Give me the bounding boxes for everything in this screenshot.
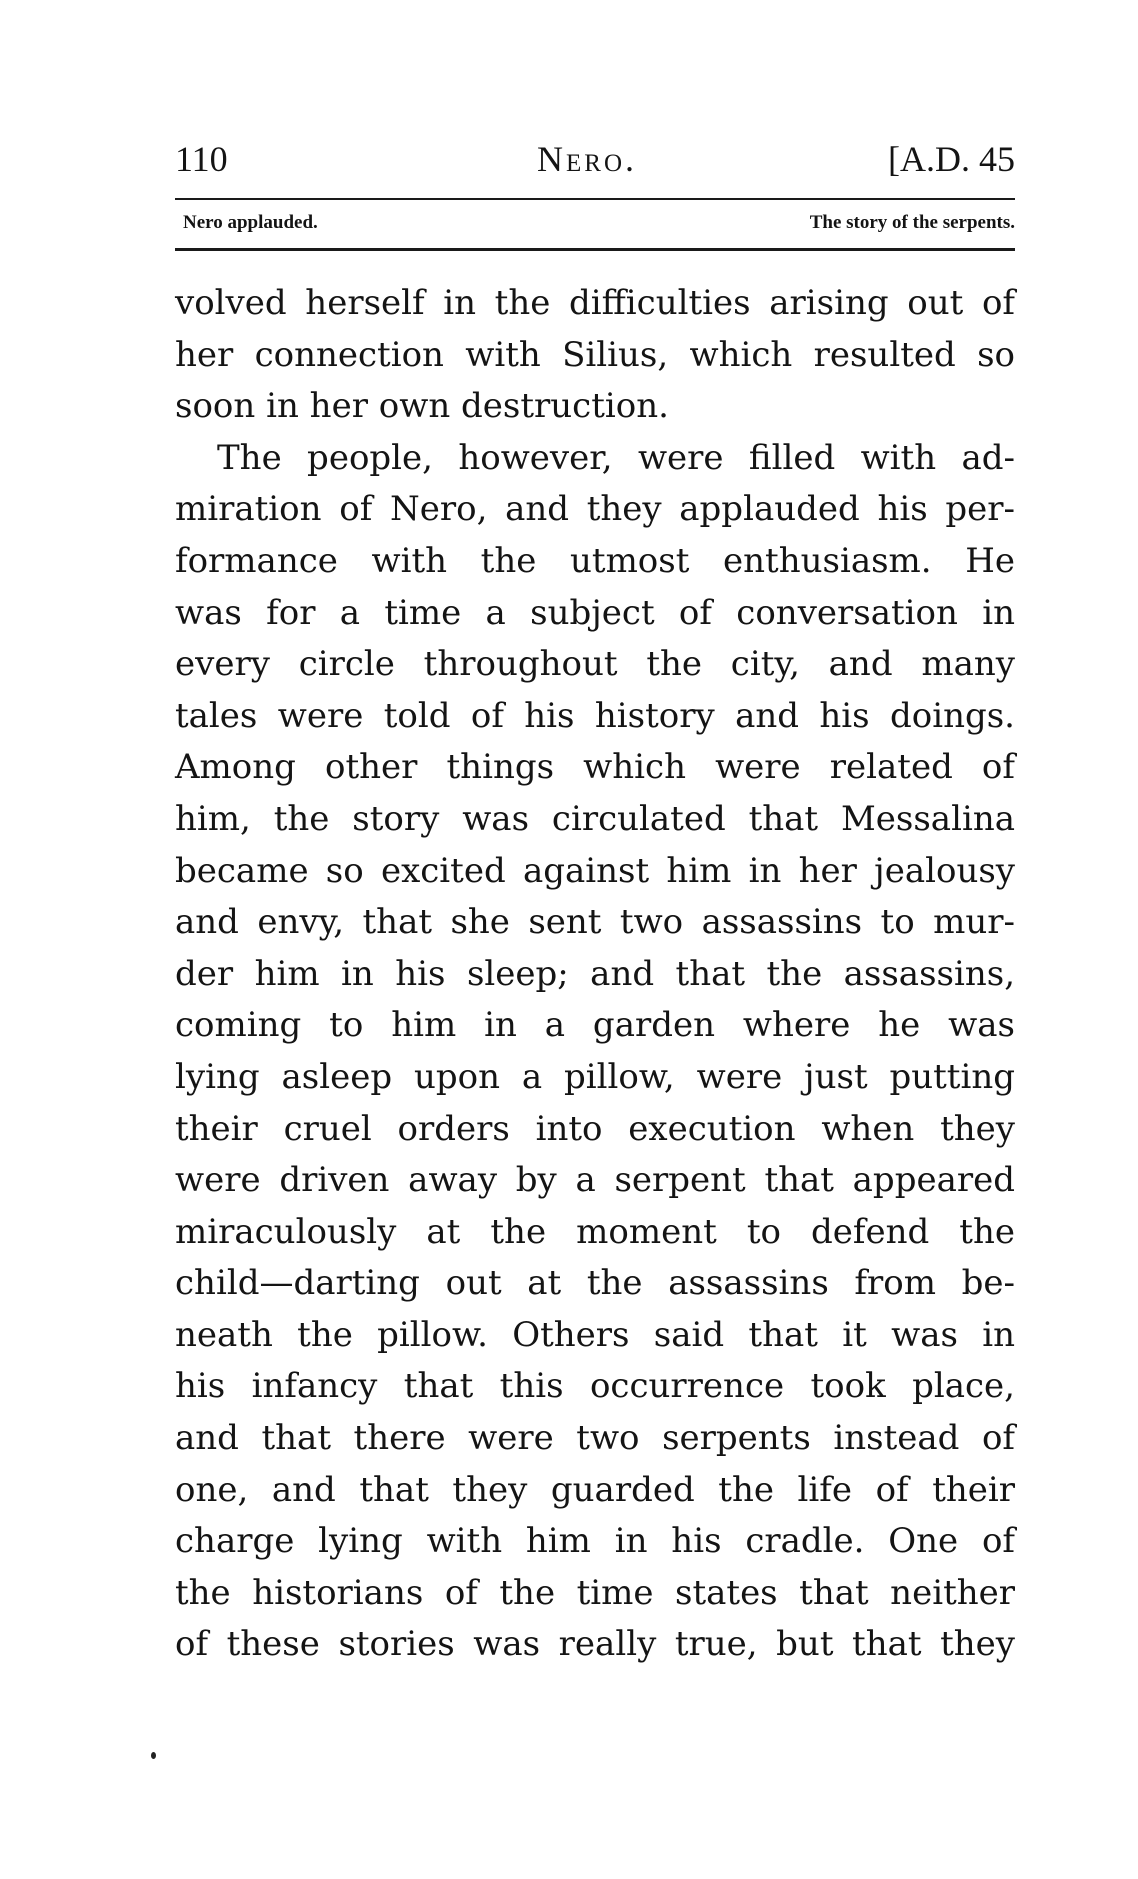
text-line: her connection with Silius, which resulted so — [175, 334, 1015, 375]
text-line: child—darting out at the assassins from be- — [175, 1263, 1015, 1304]
text-line: neath the pillow. Others said that it was in — [175, 1314, 1015, 1355]
header-rule-bottom — [175, 248, 1015, 251]
header-rule-top — [175, 198, 1015, 200]
text-line: their cruel orders into execution when they — [175, 1108, 1015, 1149]
header-date: [A.D. 45 — [888, 139, 1015, 179]
text-line: coming to him in a garden where he was — [175, 1005, 1015, 1046]
text-line: became so excited against him in her jealousy — [175, 850, 1015, 891]
text-line: the historians of the time states that neither — [175, 1572, 1015, 1613]
text-line: his infancy that this occurrence took place, — [175, 1366, 1015, 1407]
text-line: every circle throughout the city, and many — [175, 644, 1015, 685]
text-line: miraculously at the moment to defend the — [175, 1211, 1015, 1252]
text-line: and envy, that she sent two assassins to mur- — [175, 902, 1015, 943]
text-line: and that there were two serpents instead of — [175, 1418, 1015, 1459]
text-line: tales were told of his history and his doings. — [175, 695, 1015, 736]
text-line: charge lying with him in his cradle. One of — [175, 1521, 1015, 1562]
text-line: formance with the utmost enthusiasm. He — [175, 540, 1015, 581]
ink-speck — [151, 1752, 156, 1759]
text-line: miration of Nero, and they applauded his per- — [175, 489, 1015, 530]
page-number: 110 — [175, 139, 228, 179]
body-text — [175, 278, 1015, 1671]
text-line: were driven away by a serpent that appeared — [175, 1160, 1015, 1201]
text-line: soon in her own destruction. — [175, 386, 669, 427]
side-note-right: The story of the serpents. — [809, 212, 1015, 233]
text-line: volved herself in the difficulties arising out of — [175, 283, 1015, 323]
side-notes — [183, 210, 1015, 240]
text-line: The people, however, were filled with ad- — [217, 437, 1015, 478]
text-line: one, and that they guarded the life of their — [175, 1469, 1015, 1510]
text-line: lying asleep upon a pillow, were just putting — [175, 1056, 1015, 1097]
page-header — [175, 138, 1015, 188]
text-line: Among other things which were related of — [175, 747, 1015, 788]
side-note-left: Nero applauded. — [183, 212, 318, 233]
text-line: him, the story was circulated that Messalina — [175, 798, 1015, 839]
running-title: Nero. — [537, 139, 637, 179]
text-line: was for a time a subject of conversation in — [175, 592, 1015, 633]
text-line: of these stories was really true, but that they — [175, 1624, 1015, 1665]
text-line: der him in his sleep; and that the assassins, — [175, 953, 1015, 994]
